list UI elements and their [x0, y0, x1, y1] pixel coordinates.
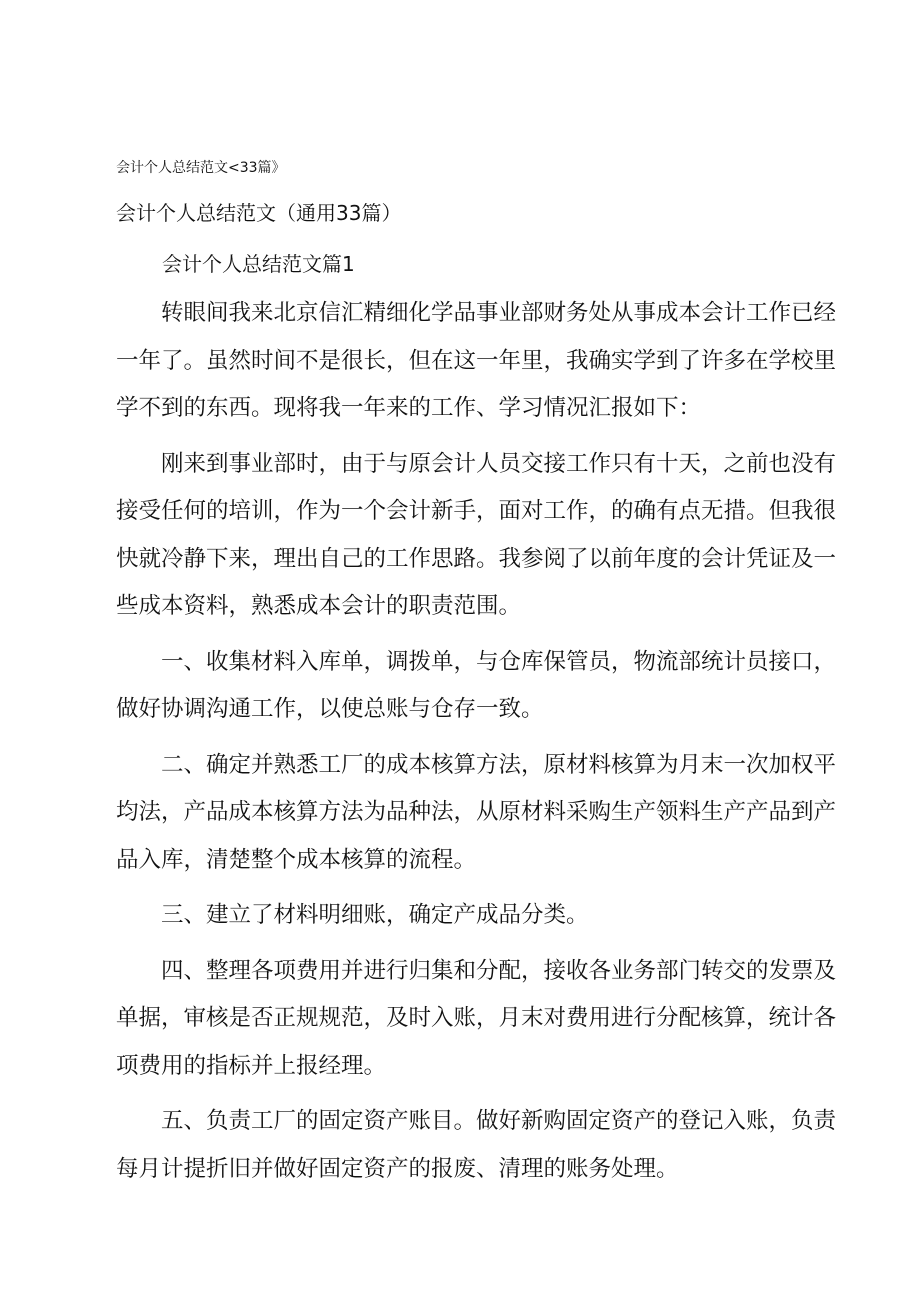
- paragraph-item-4: 四、整理各项费用并进行归集和分配，接收各业务部门转交的发票及单据，审核是否正规规范，及时入账，月末对费用进行分配核算，统计各项费用的指标并上报经理。: [116, 957, 837, 1079]
- paragraph-item-2: 二、确定并熟悉工厂的成本核算方法，原材料核算为月末一次加权平均法，产品成本核算方法为品种法，从原材料采购生产领料生产产品到产品入库，清楚整个成本核算的流程。: [116, 751, 837, 873]
- paragraph-intro: 转眼间我来北京信汇精细化学品事业部财务处从事成本会计工作已经一年了。虽然时间不是很长，但在这一年里，我确实学到了许多在学校里学不到的东西。现将我一年来的工作、学习情况汇报如下：: [116, 300, 837, 421]
- document-title: 会计个人总结范文（通用33篇）: [116, 201, 402, 225]
- document-header: 会计个人总结范文<33篇》: [116, 160, 286, 176]
- paragraph-start: 刚来到事业部时，由于与原会计人员交接工作只有十天，之前也没有接受任何的培训，作为一个会计新手，面对工作，的确有点无措。但我很快就冷静下来，理出自己的工作思路。我参阅了以前年度的会计凭证及一些成本资料，熟悉成本会计的职责范围。: [116, 450, 837, 619]
- paragraph-item-1: 一、收集材料入库单，调拨单，与仓库保管员，物流部统计员接口，做好协调沟通工作，以使总账与仓存一致。: [116, 648, 837, 722]
- paragraph-item-5: 五、负责工厂的固定资产账目。做好新购固定资产的登记入账，负责每月计提折旧并做好固定资产的报废、清理的账务处理。: [116, 1108, 837, 1182]
- section-title: 会计个人总结范文篇1: [162, 252, 355, 276]
- paragraph-item-3: 三、建立了材料明细账，确定产成品分类。: [161, 902, 589, 928]
- document-body: [116, 290, 836, 1201]
